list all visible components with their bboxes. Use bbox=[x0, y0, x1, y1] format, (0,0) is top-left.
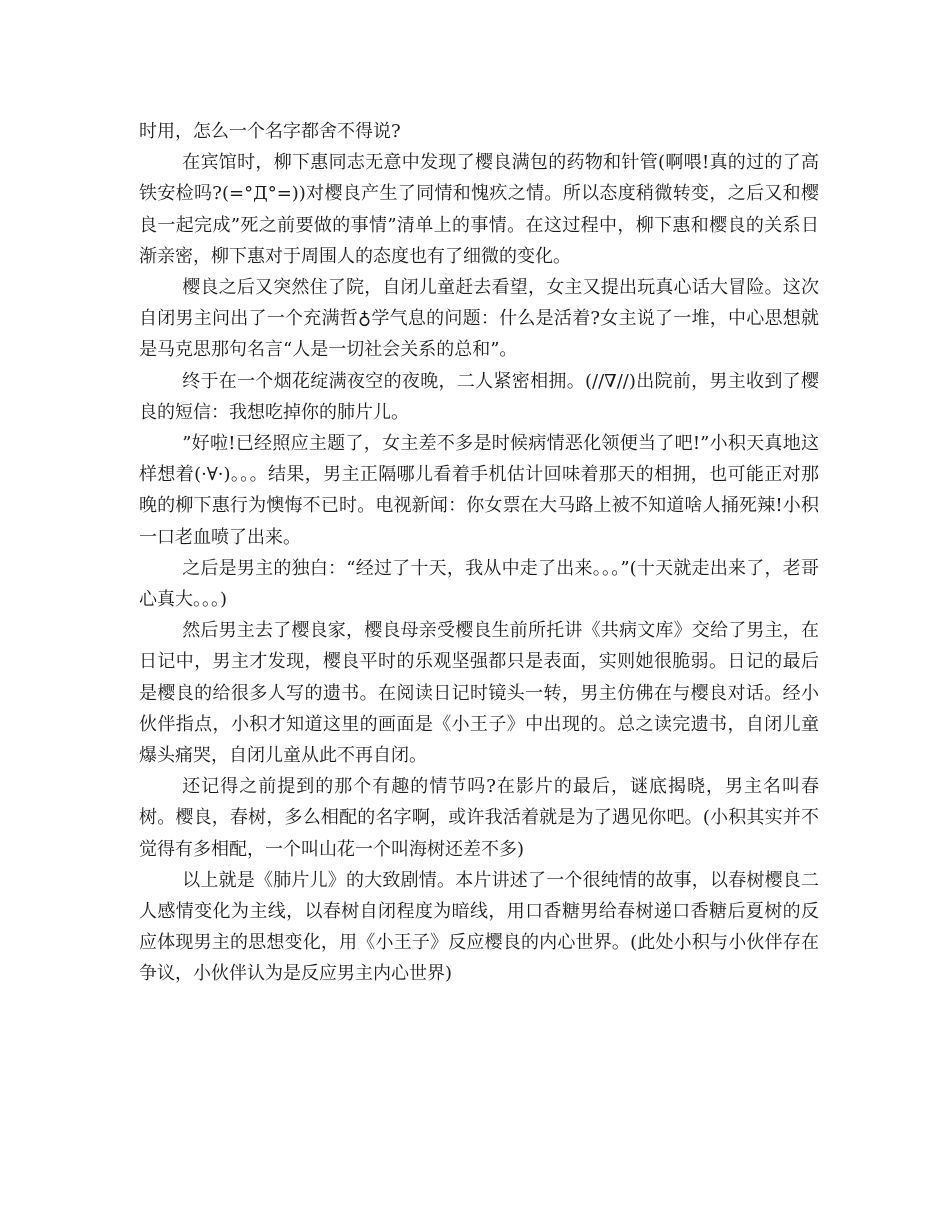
paragraph-9: 以上就是《肺片儿》的大致剧情。本片讲述了一个很纯情的故事，以春树樱良二人感情变化为主线，以春树自闭程度为暗线，用口香糖男给春树递口香糖后夏树的反应体现男主的思想变化，用《小王子》反应樱良的内心世界。(此处小积与小伙伴存在争议，小伙伴认为是反应男主内心世界) bbox=[139, 869, 819, 985]
paragraph-7: 然后男主去了樱良家，樱良母亲受樱良生前所托讲《共病文库》交给了男主，在日记中，男主才发现，樱良平时的乐观坚强都只是表面，实则她很脆弱。日记的最后是樱良的给很多人写的遗书。在阅读日记时镜头一转，男主仿佛在与樱良对话。经小伙伴指点，小积才知道这里的画面是《小王子》中出现的。总之读完遗书，自闭儿童爆头痛哭，自闭儿童从此不再自闭。 bbox=[139, 620, 819, 767]
paragraph-1: 时用，怎么一个名字都舍不得说? bbox=[139, 121, 401, 142]
paragraph-8: 还记得之前提到的那个有趣的情节吗?在影片的最后，谜底揭晓，男主名叫春树。樱良，春树，多么相配的名字啊，或许我活着就是为了遇见你吧。(小积其实并不觉得有多相配，一个叫山花一个叫海树还差不多) bbox=[139, 776, 819, 860]
document-body bbox=[139, 116, 819, 990]
paragraph-5: ”好啦!已经照应主题了，女主差不多是时候病情恶化领便当了吧!”小积天真地这样想着(·∀·)。。。结果，男主正隔哪儿看着手机估计回味着那天的相拥，也可能正对那晚的柳下惠行为懊悔不已时。电视新闻：你女票在大马路上被不知道啥人捅死辣!小积一口老血喷了出来。 bbox=[139, 433, 819, 548]
paragraph-6: 之后是男主的独白：“经过了十天，我从中走了出来。。。”(十天就走出来了，老哥心真大。。。) bbox=[139, 557, 819, 611]
paragraph-2: 在宾馆时，柳下惠同志无意中发现了樱良满包的药物和针管(啊喂!真的过的了高铁安检吗?(=°Д°=))对樱良产生了同情和愧疚之情。所以态度稍微转变，之后又和樱良一起完成”死之前要做的事情”清单上的事情。在这过程中，柳下惠和樱良的关系日渐亲密，柳下惠对于周围人的态度也有了细微的变化。 bbox=[139, 152, 819, 267]
paragraph-4: 终于在一个烟花绽满夜空的夜晚，二人紧密相拥。(//∇//)出院前，男主收到了樱良的短信：我想吃掉你的肺片儿。 bbox=[139, 370, 819, 423]
paragraph-3: 樱良之后又突然住了院，自闭儿童赶去看望，女主又提出玩真心话大冒险。这次自闭男主问出了一个充满哲♁学气息的问题：什么是活着?女主说了一堆，中心思想就是马克思那句名言“人是一切社会关系的总和”。 bbox=[139, 277, 819, 361]
